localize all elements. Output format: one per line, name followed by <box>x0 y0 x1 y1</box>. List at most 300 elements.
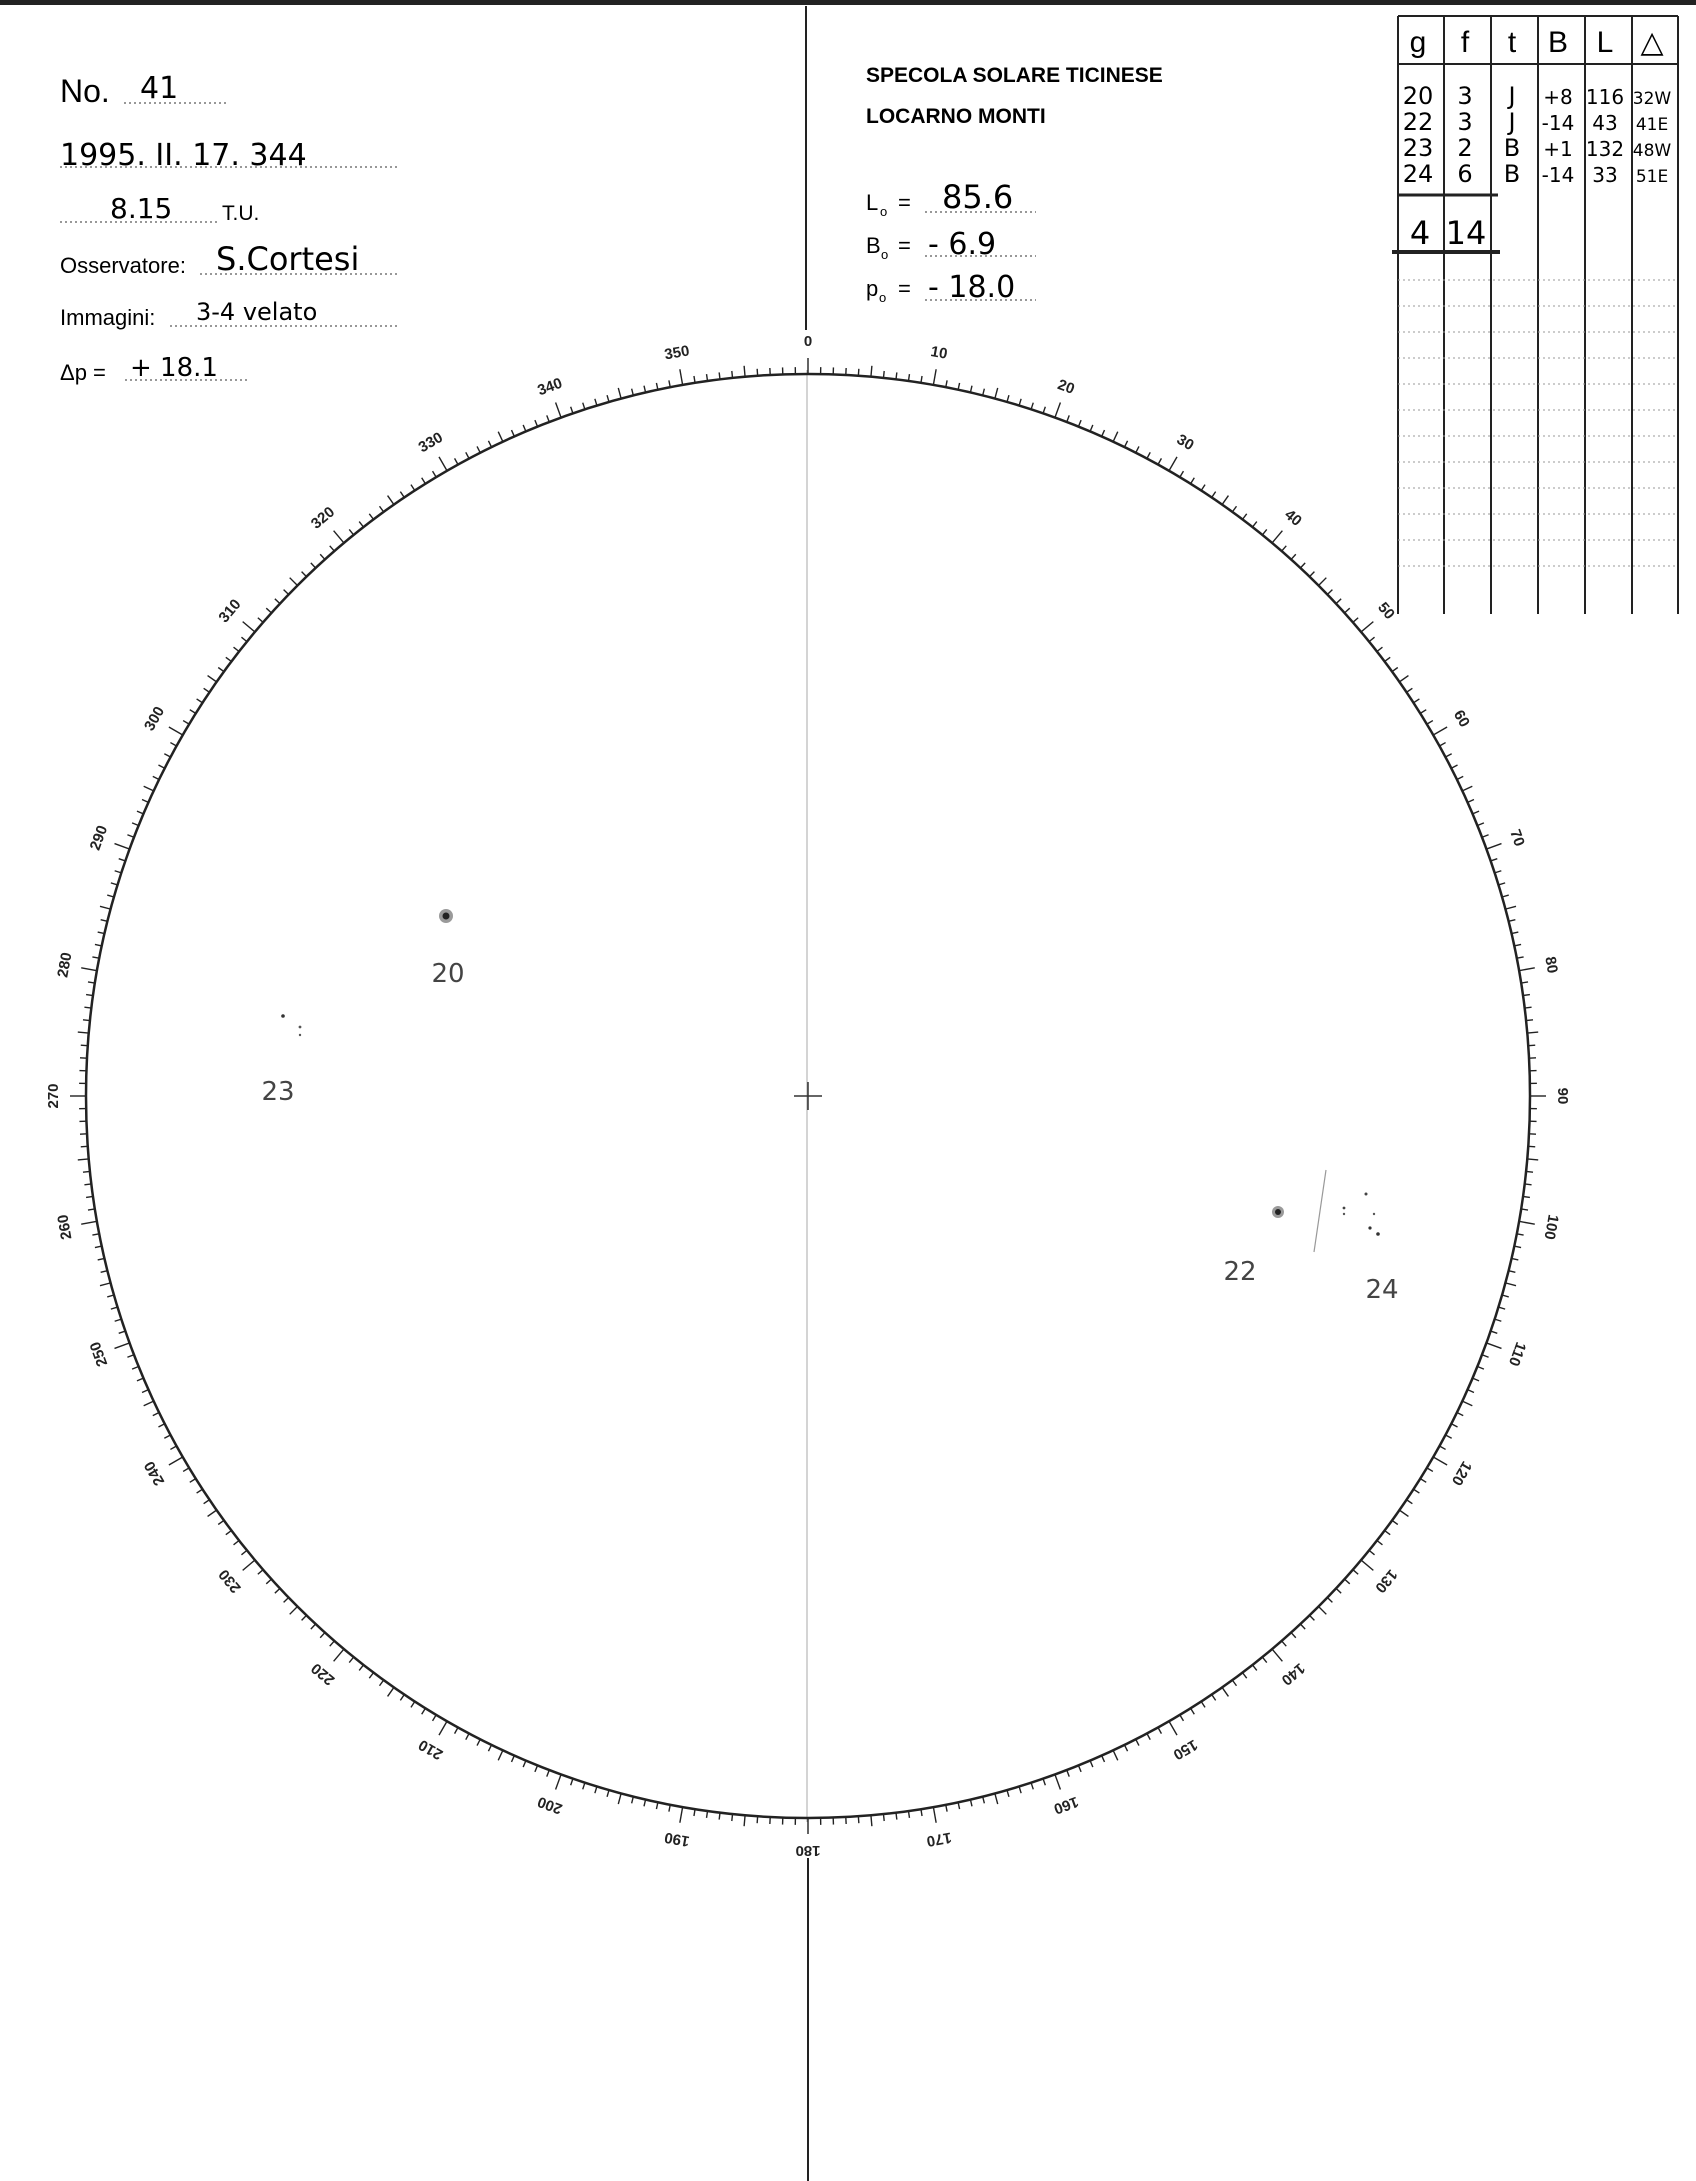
scale-tick <box>511 430 514 436</box>
scale-tick <box>170 1446 176 1449</box>
scale-tick <box>970 1800 972 1807</box>
scale-tick <box>1158 458 1161 464</box>
scale-tick <box>127 835 134 838</box>
scale-tick <box>1078 1765 1081 1771</box>
scale-tick <box>1212 1695 1216 1701</box>
scale-tick <box>1468 1390 1474 1393</box>
scale-tick <box>439 1721 447 1735</box>
scale-tick <box>1495 1319 1502 1321</box>
scale-tick <box>1526 1171 1533 1172</box>
scale-tick <box>208 1510 217 1516</box>
svg-text:=: = <box>898 276 911 301</box>
L0-label: L <box>866 190 879 215</box>
svg-text:32W: 32W <box>1632 89 1672 109</box>
scale-tick <box>1125 441 1128 447</box>
scale-tick <box>1169 457 1177 471</box>
scale-tick <box>115 871 122 873</box>
scale-tick <box>1336 599 1341 604</box>
scale-tick <box>632 389 634 396</box>
scale-tick <box>100 1283 111 1286</box>
scale-tick <box>204 688 210 692</box>
scale-tick <box>311 1624 316 1629</box>
scale-tick <box>388 496 394 505</box>
scale-tick <box>1125 1745 1128 1751</box>
scale-tick <box>107 1295 114 1297</box>
scale-tick <box>1523 1196 1530 1197</box>
scale-tick <box>477 446 480 452</box>
B0-label: B <box>866 233 881 258</box>
scale-tick <box>1353 618 1358 623</box>
scale-tick <box>369 514 373 520</box>
scale-tick <box>101 1271 108 1273</box>
scale-tick <box>1527 1032 1538 1033</box>
scale-tick <box>595 1786 597 1793</box>
svg-text:J: J <box>1508 108 1516 136</box>
scale-tick <box>744 1815 745 1826</box>
scale-tick <box>1243 514 1247 520</box>
scale-tick <box>83 1171 90 1172</box>
scale-tick <box>197 699 203 703</box>
scale-tick <box>1385 657 1391 661</box>
scale-tick <box>1498 883 1505 885</box>
scale-tick <box>1282 546 1287 551</box>
scale-tick <box>556 403 561 418</box>
scale-tick <box>243 1560 255 1570</box>
scale-tick <box>1361 1560 1373 1570</box>
scale-tick <box>1043 407 1045 414</box>
scale-tick <box>1222 1687 1228 1696</box>
scale-tick <box>571 407 573 414</box>
scale-tick <box>1327 1598 1332 1603</box>
B0-value: - 6.9 <box>928 227 997 262</box>
scale-tick <box>183 721 189 725</box>
scale-tick <box>226 657 232 661</box>
scale-tick <box>137 811 143 814</box>
scale-label: 180 <box>795 1842 821 1860</box>
scale-tick <box>970 386 972 393</box>
scale-tick <box>119 1331 126 1333</box>
scale-tick <box>400 1695 404 1701</box>
scale-tick <box>439 457 447 471</box>
delta-p-label: Δp = <box>60 360 106 385</box>
scale-tick <box>1491 1331 1498 1333</box>
scale-tick <box>1457 1413 1463 1416</box>
scale-tick <box>290 1607 298 1615</box>
scale-tick <box>142 799 148 802</box>
scale-tick <box>556 1774 561 1789</box>
scale-tick <box>1291 1633 1296 1638</box>
scale-tick <box>1451 1424 1457 1427</box>
p0-value: - 18.0 <box>928 270 1016 305</box>
scale-tick <box>169 727 183 735</box>
scale-tick <box>1505 1283 1516 1286</box>
scale-tick <box>547 415 550 422</box>
svg-text:24: 24 <box>1402 160 1434 188</box>
delta-p-value: + 18.1 <box>130 353 218 383</box>
scale-tick <box>571 1779 573 1786</box>
scale-tick <box>1473 1378 1479 1381</box>
scale-label: 0 <box>803 332 813 350</box>
scale-tick <box>1147 452 1150 458</box>
scale-tick <box>320 554 325 559</box>
scale-tick <box>1282 1641 1287 1646</box>
svg-text:=: = <box>898 190 911 215</box>
scale-tick <box>1462 786 1472 791</box>
scale-tick <box>1482 1355 1489 1358</box>
scale-tick <box>1519 968 1535 971</box>
scale-tick <box>1102 1756 1105 1762</box>
scale-tick <box>164 1435 170 1438</box>
scale-tick <box>883 1814 884 1821</box>
scale-label: 80 <box>1541 955 1561 975</box>
institution-line2: LOCARNO MONTI <box>866 105 1046 128</box>
scale-tick <box>369 1673 373 1679</box>
scale-tick <box>234 1541 240 1545</box>
svg-text:116: 116 <box>1585 85 1625 109</box>
scale-tick <box>1433 1457 1447 1465</box>
sunspot-group-23 <box>261 1014 301 1107</box>
group-label: 24 <box>1365 1275 1399 1305</box>
scale-tick <box>411 1702 415 1708</box>
svg-text:41E: 41E <box>1635 115 1669 135</box>
scale-tick <box>83 1020 90 1021</box>
scale-tick <box>958 383 959 390</box>
scale-tick <box>1055 1774 1060 1789</box>
col-header-L: L <box>1596 26 1614 59</box>
scale-tick <box>380 1680 384 1686</box>
sunspot-group-24 <box>1314 1170 1399 1305</box>
scale-label: 240 <box>140 1458 169 1489</box>
scale-tick <box>707 1811 708 1818</box>
ephemeris-parameters <box>866 178 1036 305</box>
scale-tick <box>498 432 503 442</box>
scale-tick <box>1232 506 1236 512</box>
scale-tick <box>477 1739 480 1745</box>
scale-label: 130 <box>1371 1565 1401 1597</box>
scale-tick <box>1007 395 1009 402</box>
svg-text:B: B <box>1503 160 1521 188</box>
scale-tick <box>1514 1246 1521 1247</box>
scale-tick <box>1392 1520 1398 1524</box>
no-value: 41 <box>140 71 179 106</box>
scale-tick <box>1433 727 1447 735</box>
svg-text:-14: -14 <box>1541 163 1575 187</box>
svg-text:48W: 48W <box>1632 141 1672 161</box>
scale-tick <box>1439 743 1445 746</box>
scale-label: 120 <box>1447 1458 1476 1489</box>
scale-label: 60 <box>1449 707 1473 731</box>
scale-tick <box>455 458 458 464</box>
scale-tick <box>1201 1702 1205 1708</box>
scale-tick <box>498 1750 503 1760</box>
scale-tick <box>422 478 426 484</box>
scale-tick <box>1180 471 1184 477</box>
observer-value: S.Cortesi <box>216 240 360 278</box>
scale-tick <box>1043 1779 1045 1786</box>
scale-tick <box>1007 1790 1009 1797</box>
scale-tick <box>958 1802 959 1809</box>
scale-tick <box>132 1366 138 1369</box>
scale-tick <box>1392 668 1398 672</box>
images-value: 3-4 velato <box>196 298 318 326</box>
scale-label: 220 <box>307 1659 339 1689</box>
scale-tick <box>1399 676 1408 682</box>
scale-tick <box>1385 1531 1391 1535</box>
scale-tick <box>1262 1657 1266 1662</box>
scale-tick <box>81 968 97 971</box>
scale-label: 330 <box>415 428 446 457</box>
scale-tick <box>1445 1435 1451 1438</box>
scale-label: 190 <box>663 1828 691 1850</box>
scale-tick <box>349 1657 353 1662</box>
scale-tick <box>218 668 224 672</box>
scale-tick <box>1243 1673 1247 1679</box>
scale-label: 50 <box>1374 599 1398 623</box>
sunspot-group-table <box>1392 16 1678 614</box>
scale-tick <box>466 452 469 458</box>
scale-tick <box>1031 403 1033 410</box>
scale-tick <box>871 1815 872 1826</box>
scale-tick <box>1498 1307 1505 1309</box>
scale-tick <box>84 1007 91 1008</box>
scale-tick <box>241 1550 246 1554</box>
scale-tick <box>1158 1727 1161 1733</box>
scale-tick <box>84 1184 91 1185</box>
scale-tick <box>644 386 646 393</box>
scale-tick <box>98 932 105 934</box>
scale-tick <box>1502 895 1509 897</box>
scale-tick <box>732 1814 733 1821</box>
sunspot-group-22 <box>1223 1206 1284 1287</box>
scale-tick <box>380 506 384 512</box>
scale-tick <box>719 1813 720 1820</box>
scale-tick <box>1482 835 1489 838</box>
svg-text:=: = <box>898 233 911 258</box>
scale-tick <box>466 1733 469 1739</box>
scale-tick <box>119 859 126 861</box>
scale-tick <box>632 1797 634 1804</box>
scale-tick <box>1067 415 1070 422</box>
scale-tick <box>158 765 164 768</box>
scale-tick <box>1222 496 1228 505</box>
p0-label: p <box>866 276 879 301</box>
svg-text:B: B <box>1503 134 1521 162</box>
scale-tick <box>266 608 271 613</box>
scale-tick <box>656 1802 657 1809</box>
scale-tick <box>170 743 176 746</box>
scale-tick <box>142 1390 148 1393</box>
group-label: 22 <box>1223 1257 1257 1287</box>
scale-tick <box>1169 1721 1177 1735</box>
scale-tick <box>1300 1624 1305 1629</box>
scale-tick <box>680 1807 683 1823</box>
scale-tick <box>258 618 263 623</box>
scale-tick <box>896 372 897 379</box>
scale-tick <box>1136 1739 1139 1745</box>
scale-tick <box>1451 765 1457 768</box>
svg-text:22: 22 <box>1402 108 1434 136</box>
scale-tick <box>144 1401 154 1406</box>
scale-label: 170 <box>925 1828 953 1850</box>
scale-tick <box>535 420 538 426</box>
svg-text:23: 23 <box>1402 134 1434 162</box>
scale-tick <box>1055 403 1060 418</box>
scale-tick <box>1031 1783 1033 1790</box>
scale-tick <box>349 529 353 534</box>
observation-header <box>60 71 398 385</box>
scale-tick <box>158 1424 164 1427</box>
scale-tick <box>1445 754 1451 757</box>
scale-tick <box>78 1159 89 1160</box>
scale-tick <box>455 1727 458 1733</box>
scale-tick <box>241 637 246 641</box>
scale-tick <box>896 1813 897 1820</box>
svg-text:20: 20 <box>1402 82 1434 110</box>
scale-tick <box>1253 1665 1257 1671</box>
scale-tick <box>1377 647 1383 651</box>
scale-tick <box>1201 485 1205 491</box>
scale-label: 320 <box>307 503 339 533</box>
scale-tick <box>995 388 998 399</box>
scale-tick <box>334 1649 344 1661</box>
svg-text:o: o <box>881 247 889 262</box>
svg-text:+1: +1 <box>1543 137 1573 161</box>
scale-label: 200 <box>535 1792 565 1818</box>
scale-tick <box>583 1783 585 1790</box>
scale-tick <box>583 403 585 410</box>
col-header-f: f <box>1460 26 1470 59</box>
table-row <box>1403 108 1668 136</box>
scale-tick <box>1019 399 1021 406</box>
scale-label: 30 <box>1173 431 1197 455</box>
scale-label: 340 <box>535 374 565 400</box>
scale-label: 260 <box>54 1213 76 1241</box>
scale-tick <box>983 389 985 396</box>
scale-tick <box>234 647 240 651</box>
scale-tick <box>86 995 93 996</box>
scale-tick <box>1377 1541 1383 1545</box>
scale-tick <box>871 366 872 377</box>
scale-tick <box>100 906 111 909</box>
scale-tick <box>1345 1579 1350 1584</box>
scale-tick <box>1291 554 1296 559</box>
scale-label: 270 <box>44 1083 62 1109</box>
scale-tick <box>1078 420 1081 426</box>
scale-tick <box>284 1598 289 1603</box>
scale-tick <box>334 531 344 543</box>
scale-label: 160 <box>1051 1792 1081 1818</box>
scale-tick <box>1113 1750 1118 1760</box>
scale-tick <box>1407 1500 1413 1504</box>
scale-tick <box>1345 608 1350 613</box>
scale-tick <box>535 1765 538 1771</box>
scale-tick <box>302 1615 307 1620</box>
scale-tick <box>1191 1708 1195 1714</box>
observation-date: 1995. II. 17. 344 <box>60 138 307 173</box>
scale-tick <box>127 1355 134 1358</box>
scale-tick <box>1457 776 1463 779</box>
svg-text:+8: +8 <box>1543 85 1573 109</box>
scale-tick <box>190 1479 196 1483</box>
scale-tick <box>1527 1159 1538 1160</box>
scale-tick <box>933 369 936 385</box>
scale-tick <box>523 1761 526 1767</box>
scale-tick <box>1019 1786 1021 1793</box>
svg-text:6: 6 <box>1457 160 1473 188</box>
scale-label: 210 <box>415 1735 446 1764</box>
scale-tick <box>330 1641 335 1646</box>
scale-tick <box>78 1032 89 1033</box>
scale-label: 10 <box>929 343 949 363</box>
total-spots: 14 <box>1445 214 1487 252</box>
institution-block <box>866 64 1163 128</box>
scale-tick <box>115 1343 130 1348</box>
time-unit: T.U. <box>222 202 260 225</box>
scale-tick <box>1407 688 1413 692</box>
scale-tick <box>1272 531 1282 543</box>
scale-tick <box>719 372 720 379</box>
scale-tick <box>115 844 130 849</box>
scale-tick <box>1414 1489 1420 1493</box>
scale-tick <box>933 1807 936 1823</box>
scale-tick <box>111 883 118 885</box>
scale-tick <box>618 388 621 399</box>
scale-tick <box>311 563 316 568</box>
scale-tick <box>607 395 609 402</box>
scale-tick <box>908 374 909 381</box>
scale-tick <box>1147 1733 1150 1739</box>
scale-label: 250 <box>86 1339 112 1369</box>
scale-tick <box>995 1793 998 1804</box>
scale-tick <box>1090 425 1093 431</box>
scale-tick <box>1180 1715 1184 1721</box>
scale-tick <box>547 1770 550 1777</box>
scale-label: 110 <box>1504 1339 1530 1369</box>
scale-tick <box>511 1756 514 1762</box>
scale-tick <box>422 1708 426 1714</box>
scale-tick <box>433 471 437 477</box>
scale-tick <box>81 1221 97 1224</box>
no-label: No. <box>60 73 110 109</box>
table-row <box>1403 160 1668 188</box>
scale-tick <box>1420 1479 1426 1483</box>
scale-tick <box>1067 1770 1070 1777</box>
scale-tick <box>266 1579 271 1584</box>
scale-tick <box>153 1413 159 1416</box>
scale-tick <box>226 1531 232 1535</box>
scale-tick <box>137 1378 143 1381</box>
scale-tick <box>359 1665 363 1671</box>
scale-tick <box>1477 1366 1483 1369</box>
scale-tick <box>1523 995 1530 996</box>
scale-tick <box>95 944 102 945</box>
scale-tick <box>400 492 404 498</box>
scale-tick <box>488 1745 491 1751</box>
scale-label: 40 <box>1281 506 1305 530</box>
scale-tick <box>1212 492 1216 498</box>
scale-label: 350 <box>663 342 691 364</box>
svg-text:51E: 51E <box>1635 167 1669 187</box>
scale-tick <box>330 546 335 551</box>
scale-tick <box>218 1520 224 1524</box>
scale-tick <box>258 1570 263 1575</box>
scale-tick <box>1136 446 1139 452</box>
scale-tick <box>1427 1468 1433 1472</box>
scale-label: 140 <box>1277 1659 1309 1689</box>
scale-tick <box>433 1715 437 1721</box>
observer-label: Osservatore: <box>60 253 186 278</box>
scale-tick <box>243 622 255 632</box>
